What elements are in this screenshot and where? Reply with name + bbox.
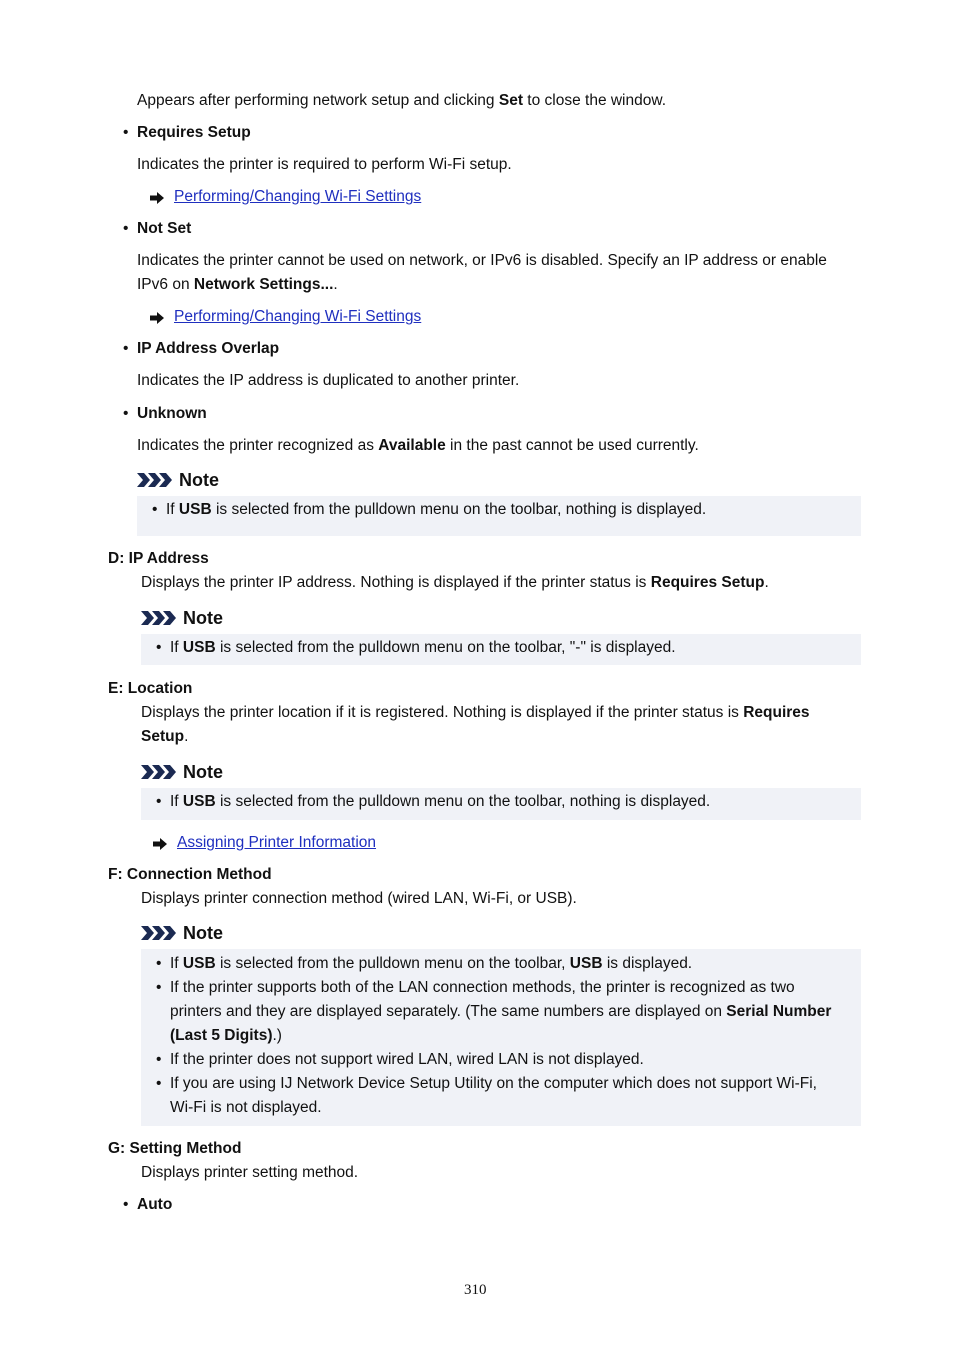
setup-bold: Setup	[141, 728, 185, 745]
ip-overlap-title: IP Address Overlap	[137, 340, 280, 357]
link-wifi-settings-2[interactable]: Performing/Changing Wi-Fi Settings	[174, 308, 422, 325]
requires-setup-bold: Requires Setup	[650, 574, 765, 591]
section-d-desc	[141, 573, 769, 593]
note-label: Note	[183, 923, 223, 943]
note1-text	[166, 500, 706, 520]
text: is displayed.	[602, 955, 693, 972]
bullet: •	[156, 1051, 162, 1068]
usb-bold: USB	[569, 955, 603, 972]
section-e-desc-line1	[141, 703, 810, 723]
note-header	[141, 761, 223, 783]
text: If	[166, 501, 179, 518]
bullet: •	[123, 340, 129, 357]
text: printers and they are displayed separately. (The same numbers are displayed on	[170, 1003, 727, 1020]
note4-item4-line1: If you are using IJ Network Device Setup Utility on the computer which does not support Wi-Fi,	[170, 1075, 817, 1092]
link-assigning-printer-info[interactable]: Assigning Printer Information	[177, 834, 377, 851]
bullet: •	[123, 1196, 129, 1213]
text: .	[333, 276, 338, 293]
text: is selected from the pulldown menu on the toolbar, nothing is displayed.	[211, 501, 707, 518]
note3-text	[170, 792, 710, 812]
section-g-title: G: Setting Method	[108, 1140, 242, 1157]
network-settings-bold: Network Settings...	[193, 276, 334, 293]
section-g-desc: Displays printer setting method.	[141, 1164, 359, 1181]
unknown-desc	[137, 436, 699, 456]
not-set-desc-line1: Indicates the printer cannot be used on network, or IPv6 is disabled. Specify an IP address or enable	[137, 252, 827, 269]
last-5-digits-bold: (Last 5 Digits)	[170, 1027, 273, 1044]
note-chevrons-icon	[137, 472, 175, 488]
arrow-right-icon	[149, 311, 165, 325]
text: IPv6 on	[137, 276, 194, 293]
text: is selected from the pulldown menu on the toolbar,	[215, 955, 570, 972]
section-d-title: D: IP Address	[108, 550, 209, 567]
note4-item3: If the printer does not support wired LAN, wired LAN is not displayed.	[170, 1051, 644, 1068]
not-set-desc-line2	[137, 275, 338, 295]
text: Displays the printer IP address. Nothing is displayed if the printer status is	[141, 574, 651, 591]
note2-text	[170, 638, 676, 658]
arrow-right-icon	[149, 191, 165, 205]
note-header	[141, 922, 223, 944]
note-label: Note	[179, 470, 219, 490]
intro-bold: Set	[498, 92, 523, 109]
text: .	[764, 574, 769, 591]
note-chevrons-icon	[141, 925, 179, 941]
bullet: •	[123, 220, 129, 237]
text: .	[184, 728, 189, 745]
note-chevrons-icon	[141, 764, 179, 780]
text: is selected from the pulldown menu on the toolbar, nothing is displayed.	[215, 793, 711, 810]
not-set-title: Not Set	[137, 220, 192, 237]
requires-bold: Requires	[743, 704, 810, 721]
bullet: •	[156, 793, 162, 810]
arrow-right-icon	[152, 837, 168, 851]
usb-bold: USB	[182, 639, 216, 656]
note-header	[141, 607, 223, 629]
requires-setup-title: Requires Setup	[137, 124, 251, 141]
text: If	[170, 955, 183, 972]
requires-setup-desc: Indicates the printer is required to perform Wi-Fi setup.	[137, 156, 512, 173]
section-f-title: F: Connection Method	[108, 866, 272, 883]
note-label: Note	[183, 608, 223, 628]
ip-overlap-desc: Indicates the IP address is duplicated to another printer.	[137, 372, 520, 389]
bullet: •	[152, 501, 158, 518]
section-e-title: E: Location	[108, 680, 193, 697]
text: in the past cannot be used currently.	[445, 437, 699, 454]
available-bold: Available	[378, 437, 446, 454]
bullet: •	[123, 124, 129, 141]
text: Indicates the printer recognized as	[137, 437, 379, 454]
note-header	[137, 469, 219, 491]
usb-bold: USB	[182, 793, 216, 810]
text: .)	[272, 1027, 282, 1044]
bullet: •	[156, 1075, 162, 1092]
bullet: •	[156, 955, 162, 972]
intro-post: to close the window.	[522, 92, 667, 109]
section-e-desc-line2	[141, 727, 188, 747]
note4-item2-line2	[170, 1002, 831, 1022]
note4-item1	[170, 954, 692, 974]
auto-item: Auto	[137, 1196, 173, 1213]
link-wifi-settings-1[interactable]: Performing/Changing Wi-Fi Settings	[174, 188, 422, 205]
note-chevrons-icon	[141, 610, 179, 626]
bullet: •	[123, 405, 129, 422]
note4-item4-line2: Wi-Fi is not displayed.	[170, 1099, 322, 1116]
note4-item2-line1: If the printer supports both of the LAN connection methods, the printer is recognized as two	[170, 979, 795, 996]
intro-pre: Appears after performing network setup and clicking	[137, 92, 499, 109]
unknown-title: Unknown	[137, 405, 207, 422]
section-f-desc: Displays printer connection method (wired LAN, Wi-Fi, or USB).	[141, 890, 577, 907]
usb-bold: USB	[178, 501, 212, 518]
intro-text	[137, 91, 666, 111]
note-label: Note	[183, 762, 223, 782]
text: If	[170, 639, 183, 656]
bullet: •	[156, 979, 162, 996]
note4-item2-line3	[170, 1026, 282, 1046]
bullet: •	[156, 639, 162, 656]
page-number: 310	[464, 1282, 487, 1298]
text: If	[170, 793, 183, 810]
usb-bold: USB	[182, 955, 216, 972]
text: is selected from the pulldown menu on the toolbar, "-" is displayed.	[215, 639, 676, 656]
text: Displays the printer location if it is registered. Nothing is displayed if the printer status is	[141, 704, 744, 721]
serial-number-bold: Serial Number	[726, 1003, 832, 1020]
